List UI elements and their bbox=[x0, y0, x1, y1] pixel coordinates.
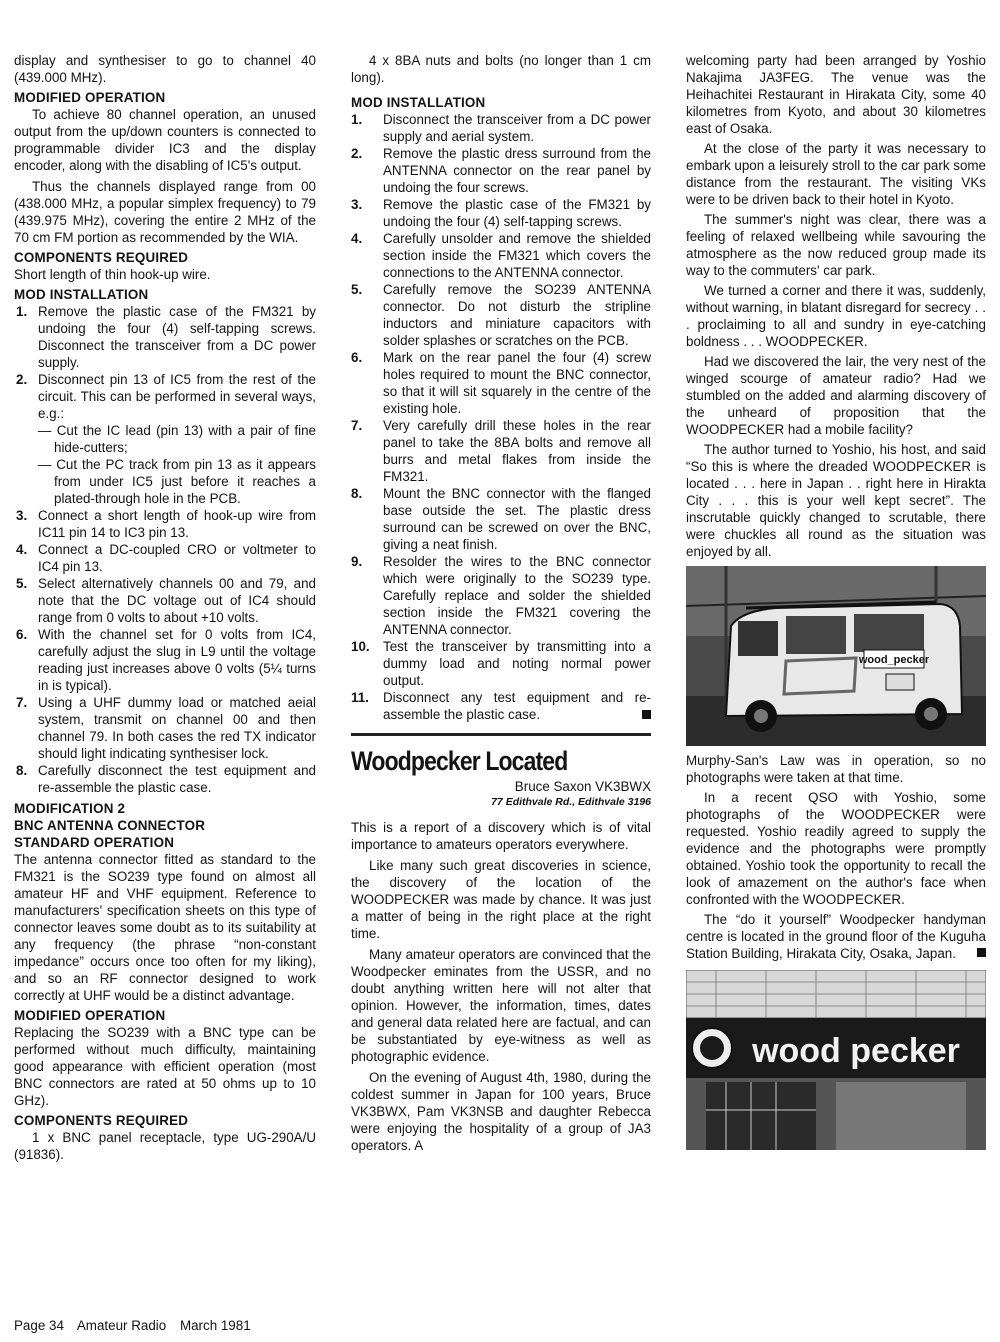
list-item: 5. Select alternatively channels 00 and 79, and note that the DC voltage out of IC4 should range from 0 volts to about +10 volts. bbox=[16, 576, 316, 625]
column-3 bbox=[686, 52, 986, 1156]
paragraph: Thus the channels displayed range from 00 (438.000 MHz, a popular simplex frequency) to 79 (439.975 MHz), covering the entire 2 MHz of the 70 cm FM portion as recommended by the WIA. bbox=[14, 179, 316, 245]
paragraph: welcoming party had been arranged by Yoshio Nakajima JA3FEG. The venue was the Heihachitei Restaurant in Hirakata City, some 40 kilometres from Kyoto, and about 30 kilometres east of Osaka. bbox=[686, 53, 986, 136]
paragraph: The author turned to Yoshio, his host, and said “So this is where the dreaded WOODPECKER is located . . . here in Japan . . right here in Hirakta City . . . this is your well kept secret”. The inscrutable quickly changed to scrutable, there were chuckles all round as the situation was enjoyed by all. bbox=[686, 442, 986, 559]
paragraph: The antenna connector fitted as standard to the FM321 is the SO239 type found on almost all amateur HF and VHF equipment. Reference to manufacturers' specification sheets on this type of connector leaves some doubt as to its suitability at any frequency (the phrase “non-constant impedance” occurs once too often for my liking), and so an RF connector designed to work correctly at UHF would be a distinct advantage. bbox=[14, 852, 316, 1003]
paragraph: 1 x BNC panel receptacle, type UG-290A/U (91836). bbox=[14, 1130, 316, 1162]
article-title: Woodpecker Located bbox=[351, 746, 568, 776]
list-item: 6. With the channel set for 0 volts from IC4, carefully adjust the slug in L9 until the voltage reading just increases above 0 volts (5¼ turns in is typical). bbox=[16, 627, 316, 693]
install-steps-list bbox=[351, 111, 651, 723]
section-divider bbox=[351, 733, 651, 736]
list-item: 8. Mount the BNC connector with the flanged base outside the set. The plastic dress surround can be screwed on over the BNC, giving a neat finish. bbox=[351, 486, 651, 552]
section-heading: MOD INSTALLATION bbox=[14, 287, 149, 302]
list-item: 8. Carefully disconnect the test equipment and re-assemble the plastic case. bbox=[16, 763, 316, 795]
paragraph: The “do it yourself” Woodpecker handyman centre is located in the ground floor of the Kuguha Station Building, Hirakata City, Osaka, Japan. bbox=[686, 912, 986, 961]
section-heading: MODIFIED OPERATION bbox=[14, 90, 166, 105]
section-heading: MODIFIED OPERATION bbox=[14, 1008, 166, 1023]
list-item: 2. Disconnect pin 13 of IC5 from the rest of the circuit. This can be performed in several ways, e.g.: — Cut the IC lead (pin 13) with a pair of fine hide-cutters; — Cut the PC track from pin 13 as it appears from under IC5 just before it reaches a plated-through hole in the PCB. bbox=[16, 372, 316, 506]
store-sign: wood pecker bbox=[752, 1032, 960, 1070]
list-item: 2. Remove the plastic dress surround from the ANTENNA connector on the rear panel by undoing the four screws. bbox=[351, 146, 651, 195]
list-item: 3. Connect a short length of hook-up wire from IC11 pin 14 to IC3 pin 13. bbox=[16, 508, 316, 540]
list-item: 9. Resolder the wires to the BNC connector which were originally to the SO239 type. Carefully replace and solder the shielded section inside the FM321 covering the ANTENNA connector. bbox=[351, 554, 651, 637]
paragraph: Short length of thin hook-up wire. bbox=[14, 267, 211, 282]
paragraph: At the close of the party it was necessary to embark upon a leisurely stroll to the car park some distance from the restaurant. The visiting VKs were to be driven back to their hotel in Kyoto. bbox=[686, 141, 986, 207]
section-heading: COMPONENTS REQUIRED bbox=[14, 250, 189, 265]
list-item: 11. Disconnect any test equipment and re-assemble the plastic case. bbox=[351, 690, 651, 722]
van-photo-image bbox=[686, 566, 986, 746]
van-sign: wood_pecker bbox=[858, 654, 930, 666]
list-item: 4. Carefully unsolder and remove the shielded section inside the FM321 which covers the connections to the ANTENNA connector. bbox=[351, 231, 651, 280]
paragraph: In a recent QSO with Yoshio, some photographs of the WOODPECKER were requested. Yoshio readily agreed to supply the evidence and the photographs were promptly obtained. Yoshio took the opportunity to recall the look of amazement on the author's face when confronted with the WOODPECKER. bbox=[686, 790, 986, 907]
paragraph: To achieve 80 channel operation, an unused output from the up/down counters is connected to programmable divider IC3 and the display encoder, along with the disabling of IC5's output. bbox=[14, 107, 316, 173]
end-mark bbox=[642, 710, 651, 719]
storefront-photo-image bbox=[686, 970, 986, 1150]
list-item: 10. Test the transceiver by transmitting into a dummy load and noting normal power output. bbox=[351, 639, 651, 688]
author-address: 77 Edithvale Rd., Edithvale 3196 bbox=[491, 796, 651, 808]
van-photo bbox=[686, 566, 986, 746]
list-item: 3. Remove the plastic case of the FM321 by undoing the four (4) self-tapping screws. bbox=[351, 197, 651, 229]
paragraph: Many amateur operators are convinced that the Woodpecker eminates from the USSR, and no doubt anything written here will not alter that opinion. However, the information, times, dates and general data related here are factual, and can be substantiated by eye-witness as well as photographic evidence. bbox=[351, 947, 651, 1064]
sub-item: — Cut the PC track from pin 13 as it appears from under IC5 just before it reaches a plated-through hole in the PCB. bbox=[38, 457, 316, 506]
paragraph: 4 x 8BA nuts and bolts (no longer than 1 cm long). bbox=[351, 53, 651, 85]
paragraph: The summer's night was clear, there was a feeling of relaxed wellbeing while savouring the atmosphere as the now reduced group made its way to the commuters' car park. bbox=[686, 212, 986, 278]
paragraph: Had we discovered the lair, the very nest of the winged scourge of amateur radio? Had we stumbled on the added and alarming discovery of the unheard of proposition that the WOODPECKER had a mobile facility? bbox=[686, 354, 986, 437]
list-item: 4. Connect a DC-coupled CRO or voltmeter to IC4 pin 13. bbox=[16, 542, 316, 574]
paragraph: Replacing the SO239 with a BNC type can be performed without much difficulty, maintaining good appearance with efficient operation (most BNC connectors are rated at 50 ohms up to 10 GHz). bbox=[14, 1025, 316, 1108]
page-footer bbox=[14, 1318, 261, 1333]
paragraph: On the evening of August 4th, 1980, during the coldest summer in Japan for 100 years, Bruce VK3BWX, Pam VK3NSB and daughter Rebecca were enjoying the hospitality of a group of JA3 operators. A bbox=[351, 1070, 651, 1153]
paragraph: We turned a corner and there it was, suddenly, without warning, in blatant disregard for secrecy . . . proclaiming to all and sundry in eye-catching boldness . . . WOODPECKER. bbox=[686, 283, 986, 349]
section-heading: MOD INSTALLATION bbox=[351, 95, 486, 110]
magazine-name: Amateur Radio bbox=[76, 1318, 167, 1333]
page-number: Page 34 bbox=[14, 1318, 64, 1333]
sub-item: — Cut the IC lead (pin 13) with a pair of fine hide-cutters; bbox=[38, 423, 316, 455]
end-mark bbox=[977, 948, 986, 957]
column-1 bbox=[14, 52, 316, 1163]
paragraph: display and synthesiser to go to channel 40 (439.000 MHz). bbox=[14, 53, 316, 85]
list-item: 1. Disconnect the transceiver from a DC power supply and aerial system. bbox=[351, 112, 651, 144]
paragraph: Like many such great discoveries in science, the discovery of the location of the WOODPECKER was made by chance. It was just a matter of being in the right place at the right time. bbox=[351, 858, 651, 941]
list-item: 5. Carefully remove the SO239 ANTENNA connector. Do not disturb the stripline inductors and miniature capacitors with solder splashes or scratches on the PCB. bbox=[351, 282, 651, 348]
column-2 bbox=[351, 52, 651, 1154]
list-item: 7. Using a UHF dummy load or matched aeial system, transmit on channel 00 and then channel 79. In both cases the red TX indicator should light indicating synthesiser lock. bbox=[16, 695, 316, 761]
section-heading: COMPONENTS REQUIRED bbox=[14, 1113, 189, 1128]
section-heading: MODIFICATION 2 bbox=[14, 801, 126, 816]
section-heading: STANDARD OPERATION bbox=[14, 835, 175, 850]
list-item: 7. Very carefully drill these holes in the rear panel to take the 8BA bolts and remove all burrs and metal flakes from inside the FM321. bbox=[351, 418, 651, 484]
paragraph: This is a report of a discovery which is of vital importance to amateurs operators everywhere. bbox=[351, 820, 651, 852]
paragraph: Murphy-San's Law was in operation, so no photographs were taken at that time. bbox=[686, 753, 986, 785]
list-item: 1. Remove the plastic case of the FM321 by undoing the four (4) self-tapping screws. Disconnect the transceiver from a DC power supply. bbox=[16, 304, 316, 370]
section-heading: BNC ANTENNA CONNECTOR bbox=[14, 818, 206, 833]
list-item: 6. Mark on the rear panel the four (4) screw holes required to mount the BNC connector, so that it will sit squarely in the centre of the existing hole. bbox=[351, 350, 651, 416]
install-steps-list bbox=[14, 303, 316, 796]
author-byline: Bruce Saxon VK3BWX bbox=[514, 779, 651, 794]
issue-date: March 1981 bbox=[179, 1318, 251, 1333]
storefront-photo bbox=[686, 970, 986, 1150]
